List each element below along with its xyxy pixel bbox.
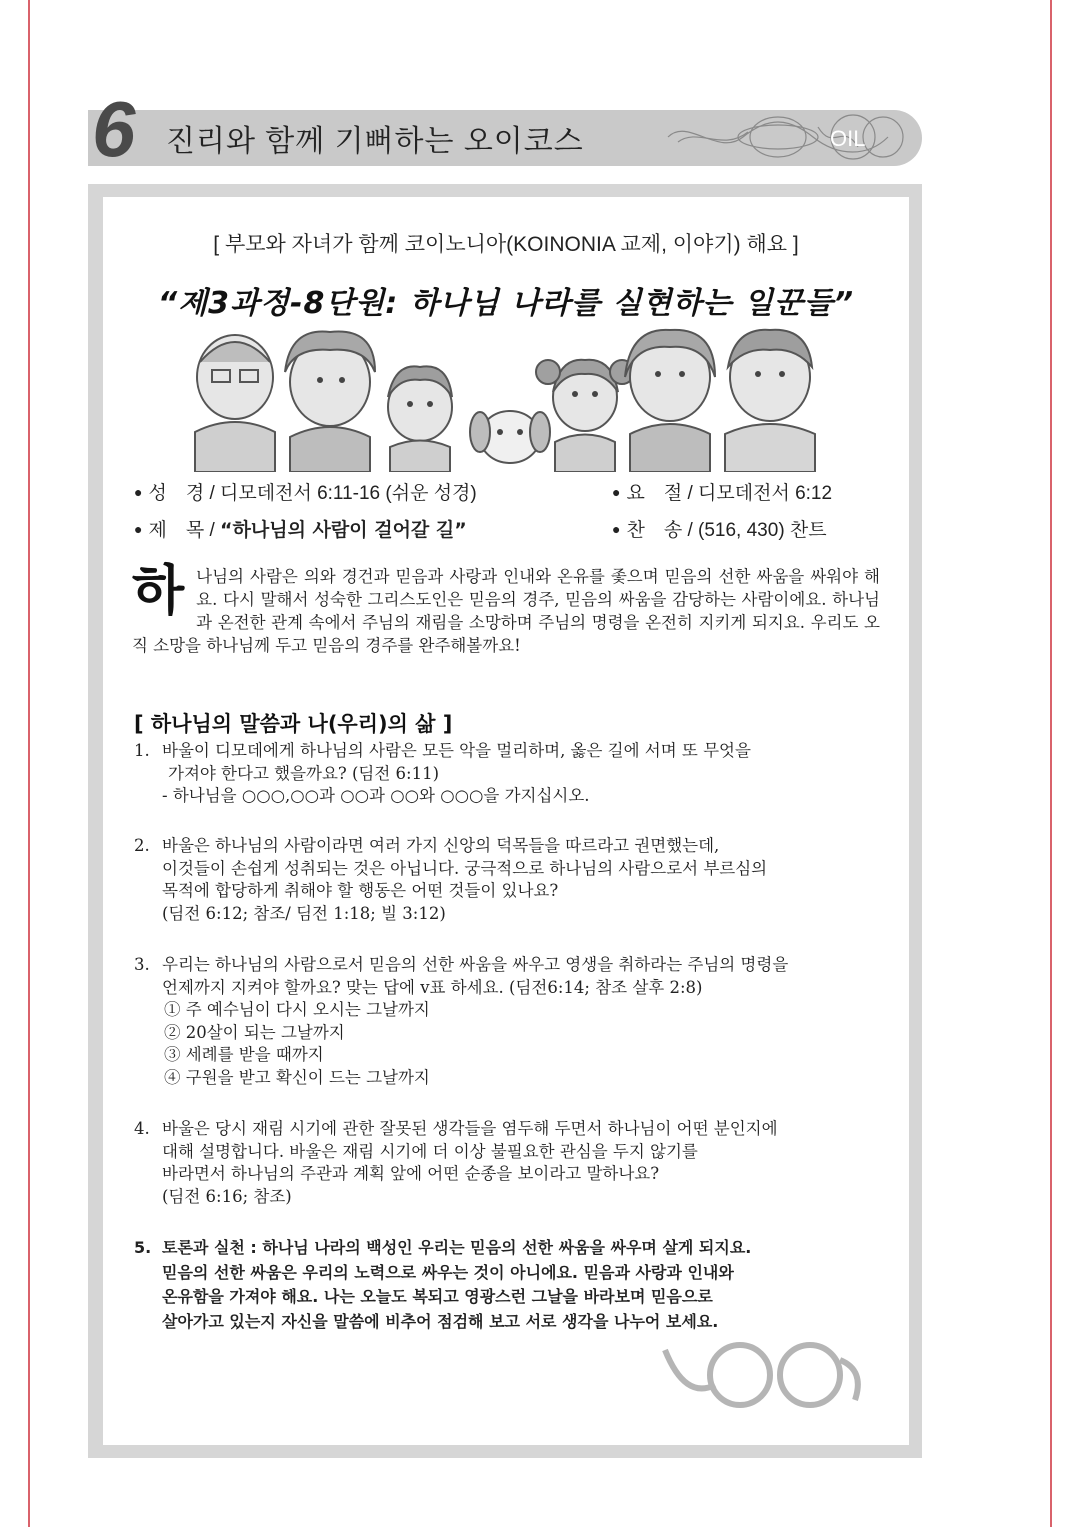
question-1 [134,740,882,808]
answer-hint: - 하나님을 ○○○,○○과 ○○과 ○○와 ○○○을 가지십시오. [162,786,590,805]
option-1[interactable]: ① 주 예수님이 다시 오시는 그날까지 [164,1000,430,1019]
discussion-line: 온유함을 가져야 해요. 나는 오늘도 복되고 영광스런 그날을 바라보며 믿음으로 [162,1287,713,1306]
question-line: 이것들이 손쉽게 성취되는 것은 아닙니다. 궁극적으로 하나님의 사람으로서 부르심의 [162,858,768,878]
chapter-header [88,85,922,173]
chapter-number: 6 [92,85,136,173]
bullet-icon: ● [612,484,621,500]
option-2[interactable]: ② 20살이 되는 그날까지 [164,1022,345,1042]
topic-info [134,515,467,542]
question-3 [134,954,882,1089]
discussion-line: 믿음의 선한 싸움은 우리의 노력으로 싸우는 것이 아니에요. 믿음과 사랑과 인내와 [162,1262,734,1282]
page-trim-right [1050,0,1052,1527]
bullet-icon: ● [612,521,621,537]
question-line: 바라면서 하나님의 주관과 계획 앞에 어떤 순종을 보이라고 말하나요? [162,1164,660,1183]
koinonia-subtitle: [ 부모와 자녀가 함께 코이노니아(KOINONIA 교제, 이야기) 해요 ] [213,233,799,256]
question-line: 우리는 하나님의 사람으로서 믿음의 선한 싸움을 싸우고 영생을 취하라는 주님의 명령을 [162,955,789,974]
question-4 [134,1118,882,1208]
hymn-info [612,515,827,542]
question-number: 4. [134,1119,150,1138]
question-number: 3. [134,955,150,974]
intro-paragraph [132,559,880,657]
question-line: (딤전 6:12; 참조/ 딤전 1:18; 빌 3:12) [162,903,446,923]
intro-text: 나님의 사람은 의와 경건과 믿음과 사랑과 인내와 온유를 좇으며 믿음의 선한 싸움을 싸워야 해요. 다시 말해서 성숙한 그리스도인은 믿음의 경주, 믿음의 싸움을 감당하는 사람이에요. 하나님과 온전한 관계 속에서 주님의 재림을 소망하며 주님의 명령을 온전히 지키게 되지요. 우리도 오직 소망을 하나님께 두고 믿음의 경주를 완주해볼까요! [132,567,880,655]
hymn-label: 찬 송 / [626,520,693,541]
scripture-value: 디모데전서 6:11-16 (쉬운 성경) [220,483,477,504]
chapter-title: 진리와 함께 기뻐하는 오이코스 [166,125,584,158]
discussion-line: 토론과 실천 : 하나님 나라의 백성인 우리는 믿음의 선한 싸움을 싸우며 살게 되지요. [162,1238,752,1257]
question-line: 가져야 한다고 했을까요? (딤전 6:11) [168,763,440,783]
ornament-icon [648,112,918,162]
key-verse-info [612,478,832,505]
option-4[interactable]: ④ 구원을 받고 확신이 드는 그날까지 [164,1067,430,1087]
lesson-title: “제3과정-8단원: 하나님 나라를 실현하는 일꾼들” [157,286,855,321]
verse-label: 요 절 / [626,483,693,504]
question-number: 5. [134,1238,152,1257]
topic-value: “하나님의 사람이 걸어갈 길” [220,519,467,541]
bullet-icon: ● [134,484,143,500]
question-line: 바울은 하나님의 사람이라면 여러 가지 신앙의 덕목들을 따르라고 권면했는데, [162,836,720,855]
oil-logo: OIL [830,126,866,151]
drop-cap: 하 [132,559,185,622]
decorative-swirl-icon [660,1330,870,1420]
bullet-icon: ● [134,521,143,537]
question-number: 2. [134,836,150,855]
hymn-value: (516, 430) 찬트 [698,520,827,541]
topic-label: 제 목 / [148,520,215,541]
option-3[interactable]: ③ 세례를 받을 때까지 [164,1045,324,1064]
question-2 [134,835,882,925]
family-illustration [190,322,830,472]
scripture-label: 성 경 / [148,483,215,504]
verse-value: 디모데전서 6:12 [698,483,833,504]
question-number: 1. [134,741,150,760]
question-line: 언제까지 지켜야 할까요? 맞는 답에 v표 하세요. (딤전6:14; 참조 살후 2:8) [162,977,703,997]
question-line: 목적에 합당하게 취해야 할 행동은 어떤 것들이 있나요? [162,881,559,900]
question-line: 대해 설명합니다. 바울은 재림 시기에 더 이상 불필요한 관심을 두지 않기를 [162,1141,698,1161]
question-line: 바울은 당시 재림 시기에 관한 잘못된 생각들을 염두해 두면서 하나님이 어떤 분인지에 [162,1119,778,1138]
section-title: [ 하나님의 말씀과 나(우리)의 삶 ] [134,712,453,736]
question-line: (딤전 6:16; 참조) [162,1186,292,1206]
page-trim-left [28,0,30,1527]
discussion-line: 살아가고 있는지 자신을 말씀에 비추어 점검해 보고 서로 생각을 나누어 보세요. [162,1311,719,1331]
scripture-info [134,478,477,505]
question-line: 바울이 디모데에게 하나님의 사람은 모든 악을 멀리하며, 옳은 길에 서며 또 무엇을 [162,741,751,760]
question-5 [134,1236,882,1334]
